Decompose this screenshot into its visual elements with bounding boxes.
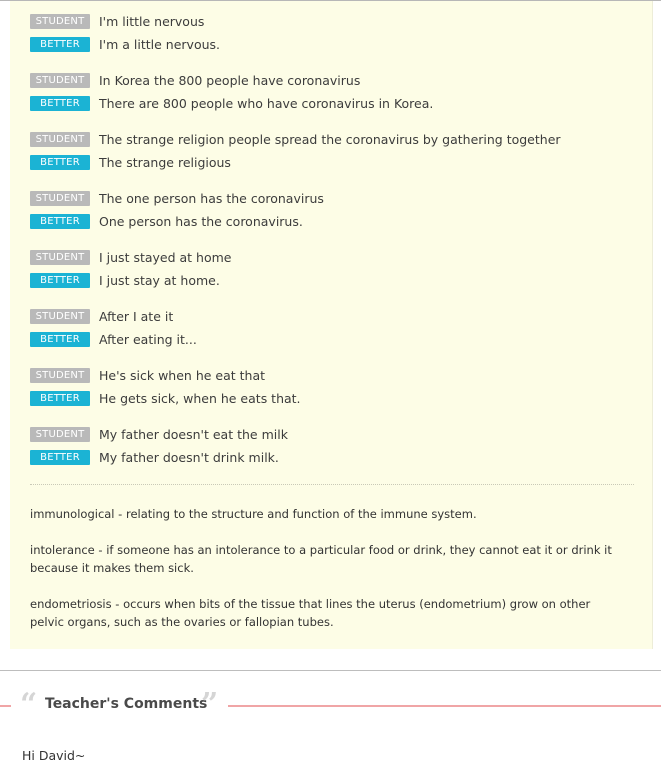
correction-pair — [30, 364, 630, 423]
section-divider — [0, 670, 661, 671]
better-badge: BETTER — [30, 450, 90, 465]
better-line — [30, 33, 630, 56]
student-badge: STUDENT — [30, 191, 90, 206]
better-badge: BETTER — [30, 214, 90, 229]
correction-pair — [30, 305, 630, 364]
correction-pair — [30, 128, 630, 187]
better-badge: BETTER — [30, 273, 90, 288]
comment-greeting: Hi David~ — [22, 748, 86, 763]
better-sentence: The strange religious — [99, 155, 231, 170]
student-line — [30, 246, 630, 269]
better-sentence: I'm a little nervous. — [99, 37, 220, 52]
student-sentence: The strange religion people spread the coronavirus by gathering together — [99, 132, 561, 147]
better-badge: BETTER — [30, 332, 90, 347]
better-line — [30, 210, 630, 233]
student-line — [30, 364, 630, 387]
better-line — [30, 151, 630, 174]
student-badge: STUDENT — [30, 309, 90, 324]
correction-pair — [30, 246, 630, 305]
student-badge: STUDENT — [30, 73, 90, 88]
correction-list — [30, 10, 630, 482]
better-badge: BETTER — [30, 96, 90, 111]
student-line — [30, 305, 630, 328]
student-badge: STUDENT — [30, 132, 90, 147]
student-sentence: The one person has the coronavirus — [99, 191, 324, 206]
correction-pair — [30, 69, 630, 128]
better-sentence: There are 800 people who have coronavirus in Korea. — [99, 96, 434, 111]
better-line — [30, 328, 630, 351]
close-quote-icon: ” — [201, 687, 219, 722]
better-sentence: He gets sick, when he eats that. — [99, 391, 301, 406]
header-accent-line-right — [228, 705, 661, 707]
student-sentence: He's sick when he eat that — [99, 368, 266, 383]
student-line — [30, 187, 630, 210]
student-sentence: In Korea the 800 people have coronavirus — [99, 73, 361, 88]
student-badge: STUDENT — [30, 368, 90, 383]
better-line — [30, 269, 630, 292]
student-sentence: After I ate it — [99, 309, 174, 324]
correction-pair — [30, 423, 630, 482]
student-badge: STUDENT — [30, 14, 90, 29]
correction-pair — [30, 187, 630, 246]
vocabulary-item: endometriosis - occurs when bits of the tissue that lines the uterus (endometrium) grow on other pelvic organs, such as the ovaries or fallopian tubes. — [30, 597, 591, 629]
better-sentence: I just stay at home. — [99, 273, 220, 288]
header-accent-line-left — [0, 705, 11, 707]
student-line — [30, 128, 630, 151]
better-badge: BETTER — [30, 37, 90, 52]
student-line — [30, 69, 630, 92]
dotted-divider — [30, 484, 634, 485]
better-sentence: My father doesn't drink milk. — [99, 450, 279, 465]
vocabulary-item: intolerance - if someone has an intolerance to a particular food or drink, they cannot eat it or drink it because it makes them sick. — [30, 543, 612, 575]
better-line — [30, 387, 630, 410]
corrections-panel — [10, 1, 653, 649]
vocabulary-list — [30, 505, 620, 649]
student-line — [30, 423, 630, 446]
student-sentence: My father doesn't eat the milk — [99, 427, 288, 442]
student-line — [30, 10, 630, 33]
student-badge: STUDENT — [30, 427, 90, 442]
student-badge: STUDENT — [30, 250, 90, 265]
better-badge: BETTER — [30, 155, 90, 170]
correction-pair — [30, 10, 630, 69]
vocabulary-item: immunological - relating to the structure and function of the immune system. — [30, 507, 477, 521]
better-sentence: One person has the coronavirus. — [99, 214, 303, 229]
student-sentence: I just stayed at home — [99, 250, 232, 265]
teacher-comments-title: Teacher's Comments — [45, 696, 208, 712]
better-line — [30, 446, 630, 469]
teacher-comments-header — [0, 687, 661, 722]
better-line — [30, 92, 630, 115]
open-quote-icon: “ — [20, 687, 38, 722]
better-badge: BETTER — [30, 391, 90, 406]
better-sentence: After eating it... — [99, 332, 197, 347]
student-sentence: I'm little nervous — [99, 14, 205, 29]
